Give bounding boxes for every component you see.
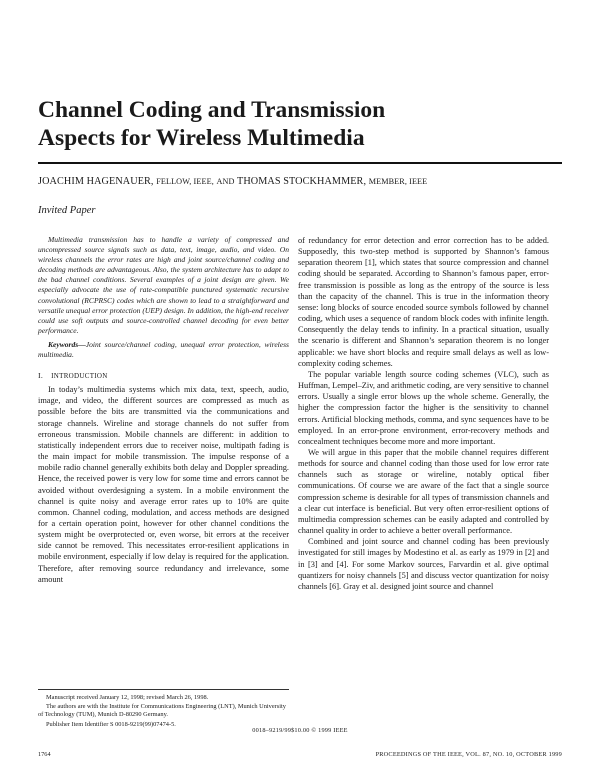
body-paragraph: In today’s multimedia systems which mix data, text, speech, audio, image, and video, the different sources are compressed as much as possible before the bits are transmitted via the communications and storage channels. Wireline and storage channels do not suffer from erroneous transmission. Mobile channels are different: in addition to statistically independent errors due to receiver noise, multipath fading is the main impact for mobile transmission. The impulse response of a mobile radio channel generally exhibits both delay and Doppler spreading. Hence, the received power is very low for some time and errors cannot be avoided without overdesigning a system. In a mobile environment the channel is quite noisy and average error rates up to 10% are quite common. Channel coding, modulation, and access methods are designed for a certain operation point, however for other channel conditions the system might be overprotected or, even worse, bit errors at the receiver side cannot be removed. This necessitates error-resilient applications in mobile environment, especially if low delay is required for the application. Therefore, after removing source redundancy and irrelevance, some amount (38, 385, 289, 584)
footnotes (38, 689, 289, 730)
journal-citation: PROCEEDINGS OF THE IEEE, VOL. 87, NO. 10, OCTOBER 1999 (375, 751, 562, 758)
body-paragraph: of redundancy for error detection and error correction has to be added. Supposedly, this two-step method is supported by Shannon’s famous separation theorem [1], which states that source compression and channel coding should be separated. According to Shannon’s famous paper, error-free transmission is possible as long as the entropy of the source is less than the capacity of the channel. This is true in the information theory sense: long blocks of source encoded source symbols followed by channel coding, which uses a sequence of random block codes with infinite length. Consequently the delay tends to infinity. In a practical situation, usually the scenario is different and Shannon’s separation theorem is no longer applicable: we have short blocks and require small delays as well as low-complexity coding schemes. (298, 236, 549, 368)
author-2-name: THOMAS STOCKHAMMER, (237, 176, 367, 187)
copyright-line: 0018–9219/99$10.00 © 1999 IEEE (252, 727, 348, 734)
author-line (38, 176, 568, 187)
footnote-identifier: Publisher Item Identifier S 0018-9219(99)07474-5. (46, 720, 176, 728)
footnote-received: Manuscript received January 12, 1998; revised March 26, 1998. (46, 694, 209, 701)
left-body (38, 384, 289, 585)
body-paragraph: We will argue in this paper that the mobile channel requires different methods for source and channel coding than those used for low error rate channels such as storage or wireline, notably optical fiber communications. Of course we are aware of the fact that a single source compression scheme is desirable for all types of transmission channels and a clear cut interface is beneficial. But very often error-resilient options of multimedia compression schemes can be easily adapted and controlled by channel quality in order to achieve a better overall performance. (298, 447, 549, 536)
right-column (298, 235, 549, 592)
keywords-text: Joint source/channel coding, unequal error protection, wireless multimedia. (38, 339, 289, 360)
keywords-label: Keywords— (48, 339, 86, 349)
author-conjunction: AND (216, 177, 235, 186)
section-title: INTRODUCTION (51, 372, 108, 381)
title-line-2: Aspects for Wireless Multimedia (38, 125, 365, 151)
author-1-role: FELLOW, IEEE, (156, 177, 214, 186)
author-2-role: MEMBER, IEEE (368, 177, 428, 186)
author-1-name: JOACHIM HAGENAUER, (38, 176, 154, 187)
paper-title (38, 96, 558, 152)
footnote-affiliation: The authors are with the Institute for Communications Engineering (LNT), Munich University of Technology (TUM), Munich D-80290 Germany. (38, 703, 286, 719)
body-paragraph: Combined and joint source and channel coding has been previously investigated for still images by Modestino et al. as early as 1979 in [2] and in [3] and [4]. For some Markov sources, Farvardin et al. give optimal quantizers for noisy channels [5] and discuss vector quantization for noisy channels [6]. Gray et al. designed joint source and channel (298, 537, 549, 591)
paper-type-label: Invited Paper (38, 205, 96, 216)
body-paragraph: The popular variable length source coding schemes (VLC), such as Huffman, Lempel–Ziv, and arithmetic coding, are very sensitive to channel errors. Usually a single error blows up the whole scheme. Generally, the higher the compression factor the higher is the sensitivity to channel errors. Artificial blocking methods, comma, and sync sequences have to be employed. In an error-prone environment, error-recovery methods and concealment techniques become more and more important. (298, 369, 549, 446)
section-number: I. (38, 371, 44, 381)
page-number: 1764 (38, 751, 51, 758)
title-line-1: Channel Coding and Transmission (38, 97, 386, 123)
keywords (38, 340, 289, 360)
left-column (38, 235, 289, 585)
abstract (38, 235, 289, 336)
section-heading-introduction (38, 371, 289, 380)
abstract-text: Multimedia transmission has to handle a variety of compressed and uncompressed source signals such as data, text, image, audio, and video. On wireless channels the error rates are high and joint source/channel coding and decoding methods are advantageous. Also, the system architecture has to adapt to the bad channel conditions. Several examples of a joint design are given. We especially advocate the use of rate-compatible punctured systematic recursive convolutional (RCPRSC) codes which are shown to lead to a straightforward and versatile unequal error protection (UEP) design. In addition, the high-end receiver could use soft outputs and source-controlled channel decoding for even better performance. (38, 235, 289, 335)
title-divider (38, 162, 562, 164)
right-body (298, 235, 549, 592)
